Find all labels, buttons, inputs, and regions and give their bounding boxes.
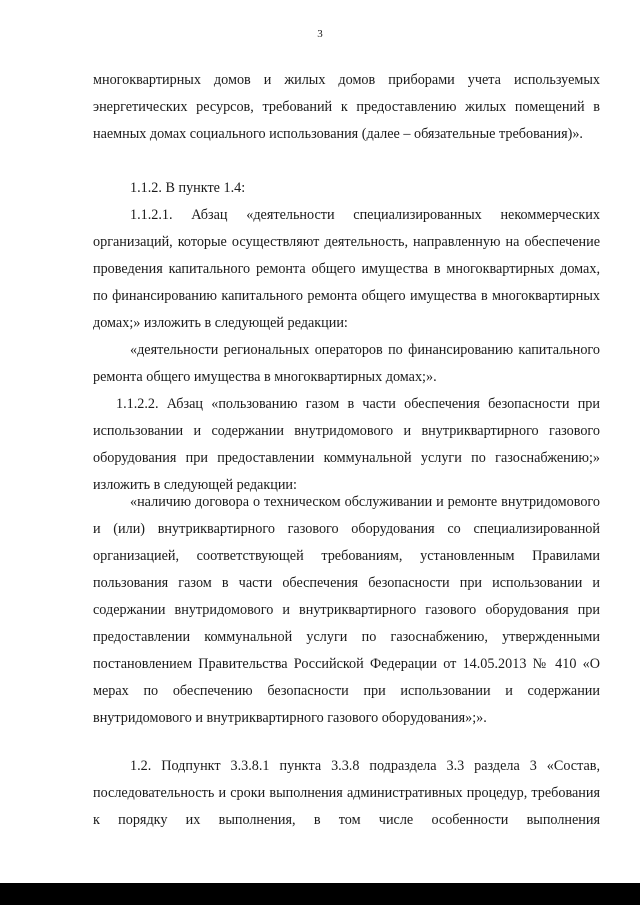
paragraph-gas-equipment-contract: «наличию договора о техническом обслуживании и ремонте внутридомового и (или) внутриквартирного газового оборудования со специализированной организацией, соответствующей требованиям, установленным Правилами пользования газом в части обеспечения безопасности при использовании и содержании внутридомового и внутриквартирного газового оборудования при предоставлении коммунальной услуги по газоснабжению, утвержденными постановлением Правительства Российской Федерации от 14.05.2013 № 410 «О мерах по обеспечению безопасности при использовании и содержании внутридомового и внутриквартирного газового оборудования»;». [93, 494, 600, 726]
page-number: 3 [317, 28, 323, 40]
paragraph-1-1-2-1: 1.1.2.1. Абзац «деятельности специализированных некоммерческих организаций, которые осуществляют деятельность, направленную на обеспечение проведения капитального ремонта общего имущества в многоквартирных домах, по финансированию капитального ремонта общего имущества в многоквартирных домах;» изложить в следующей редакции: [93, 207, 600, 331]
paragraph-continuation: многоквартирных домов и жилых домов приборами учета используемых энергетических ресурсов, требований к предоставлению жилых помещений в наемных домах социального использования (далее – обязательные требования)». [93, 72, 600, 142]
paragraph-1-1-2-2: 1.1.2.2. Абзац «пользованию газом в части обеспечения безопасности при использовании и содержании внутридомового и внутриквартирного газового оборудования при предоставлении коммунальной услуги по газоснабжению;» изложить в следующей редакции: [93, 396, 600, 493]
paragraph-1-1-2: 1.1.2. В пункте 1.4: [130, 180, 246, 196]
bottom-black-bar [0, 883, 640, 905]
paragraph-1-2: 1.2. Подпункт 3.3.8.1 пункта 3.3.8 подраздела 3.3 раздела 3 «Состав, последовательность и сроки выполнения административных процедур, требования к порядку их выполнения, в том числе особенности выполнения [93, 758, 600, 828]
paragraph-regional-operators: «деятельности региональных операторов по финансированию капитального ремонта общего имущества в многоквартирных домах;». [93, 342, 600, 385]
